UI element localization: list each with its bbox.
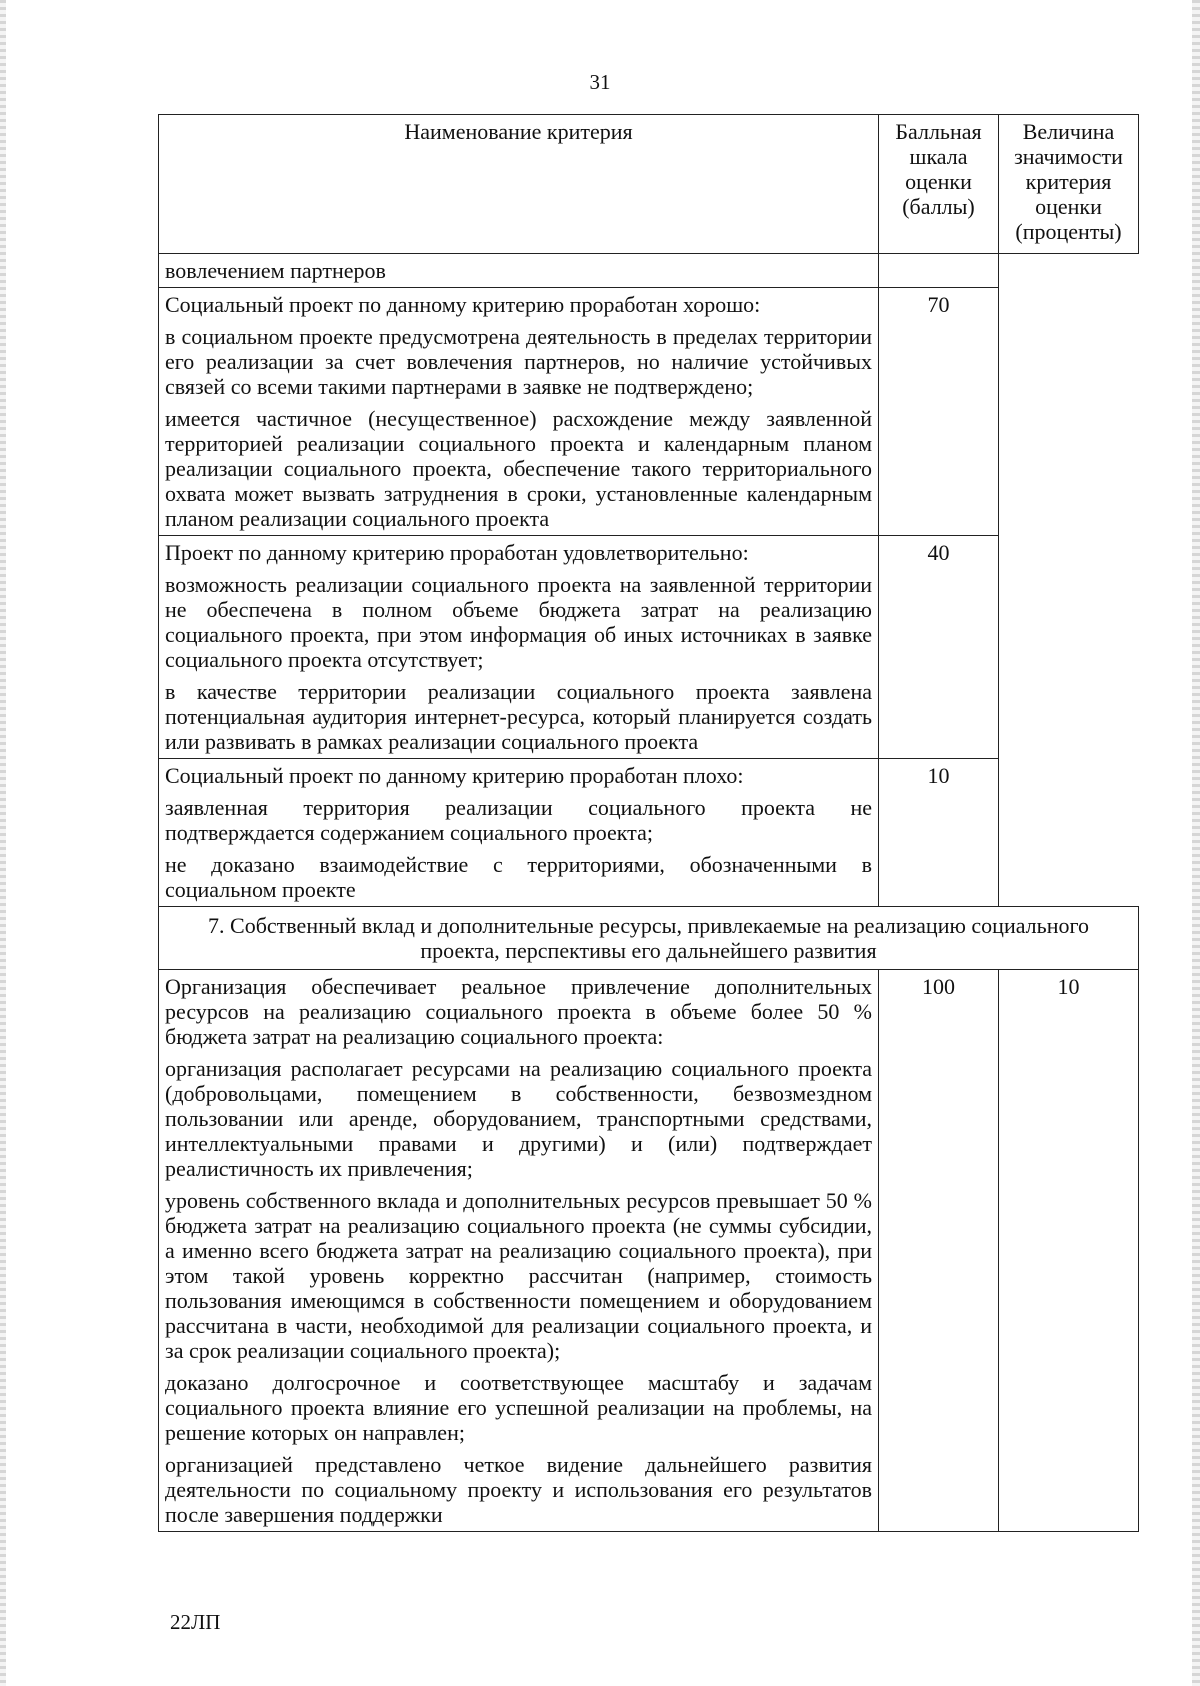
section-title-row [159, 907, 1139, 970]
section-title: 7. Собственный вклад и дополнительные ресурсы, привлекаемые на реализацию социального проекта, перспективы его дальнейшего развития [159, 907, 1139, 970]
criterion-paragraph: доказано долгосрочное и соответствующее масштабу и задачам социального проекта влияние его успешной реализации на проблемы, на решение которых он направлен; [165, 1370, 872, 1445]
criterion-paragraph: в качестве территории реализации социального проекта заявлена потенциальная аудитория интернет-ресурса, который планируется создать или развивать в рамках реализации социального проекта [165, 679, 872, 754]
criterion-cell [159, 288, 879, 536]
score-cell: 10 [879, 759, 999, 907]
score-cell: 70 [879, 288, 999, 536]
header-weight [999, 115, 1139, 254]
table-row [159, 970, 1139, 1532]
page-number: 31 [589, 70, 611, 94]
criterion-paragraph: не доказано взаимодействие с территориями, обозначенными в социальном проекте [165, 852, 872, 902]
criterion-heading: Организация обеспечивает реальное привлечение дополнительных ресурсов на реализацию социального проекта в объеме более 50 % бюджета затрат на реализацию социального проекта: [165, 974, 872, 1049]
criterion-paragraph: организация располагает ресурсами на реализацию социального проекта (добровольцами, помещением в собственности, безвозмездном пользовании или аренде, оборудованием, транспортными средствами, интеллектуальными правами и другими) и (или) подтверждает реалистичность их привлечения; [165, 1056, 872, 1181]
criterion-cell [159, 536, 879, 759]
score-cell-empty [879, 254, 999, 288]
scan-edge-left [0, 0, 6, 1686]
continuation-text: вовлечением партнеров [165, 258, 386, 283]
table-header-row [159, 115, 1139, 254]
criterion-paragraph: возможность реализации социального проекта на заявленной территории не обеспечена в полном объеме бюджета затрат на реализацию социального проекта, при этом информация об иных источниках в заявке социального проекта отсутствует; [165, 572, 872, 672]
scan-edge-right [1192, 0, 1200, 1686]
criterion-heading: Социальный проект по данному критерию проработан плохо: [165, 763, 744, 788]
criterion-paragraph: уровень собственного вклада и дополнительных ресурсов превышает 50 % бюджета затрат на реализацию социального проекта (не суммы субсидии, а именно всего бюджета затрат на реализацию социального проекта), при этом такой уровень корректно рассчитан (например, стоимость пользования имеющимся в собственности помещением и оборудованием рассчитана в части, необходимой для реализации социального проекта, и за срок реализации социального проекта); [165, 1188, 872, 1363]
document-code: 22ЛП [170, 1610, 221, 1634]
score-cell: 40 [879, 536, 999, 759]
criterion-paragraph: имеется частичное (несущественное) расхождение между заявленной территорией реализации социального проекта и календарным планом реализации социального проекта, обеспечение такого территориального охвата может вызвать затруднения в сроки, установленные календарным планом реализации социального проекта [165, 406, 872, 531]
score-cell: 100 [879, 970, 999, 1532]
criterion-cell [159, 759, 879, 907]
criterion-cell [159, 970, 879, 1532]
table-row [159, 759, 1139, 907]
criterion-heading: Проект по данному критерию проработан удовлетворительно: [165, 540, 749, 565]
header-criterion-name: Наименование критерия [159, 115, 879, 254]
header-score-scale: Балльная шкала оценки (баллы) [879, 115, 999, 254]
table-row [159, 288, 1139, 536]
table-row [159, 536, 1139, 759]
table-row [159, 254, 1139, 288]
weight-cell: 10 [999, 970, 1139, 1532]
criteria-table [158, 114, 1139, 1532]
criterion-paragraph: заявленная территория реализации социального проекта не подтверждается содержанием социального проекта; [165, 795, 872, 845]
criterion-heading: Социальный проект по данному критерию проработан хорошо: [165, 292, 761, 317]
continuation-cell [159, 254, 879, 288]
criterion-paragraph: организацией представлено четкое видение дальнейшего развития деятельности по социальному проекту и использования его результатов после завершения поддержки [165, 1452, 872, 1527]
criterion-paragraph: в социальном проекте предусмотрена деятельность в пределах территории его реализации за счет вовлечения партнеров, но наличие устойчивых связей со всеми такими партнерами в заявке не подтверждено; [165, 324, 872, 399]
header-weight-label: Величина значимости критерия оценки (проценты) [1014, 119, 1123, 244]
